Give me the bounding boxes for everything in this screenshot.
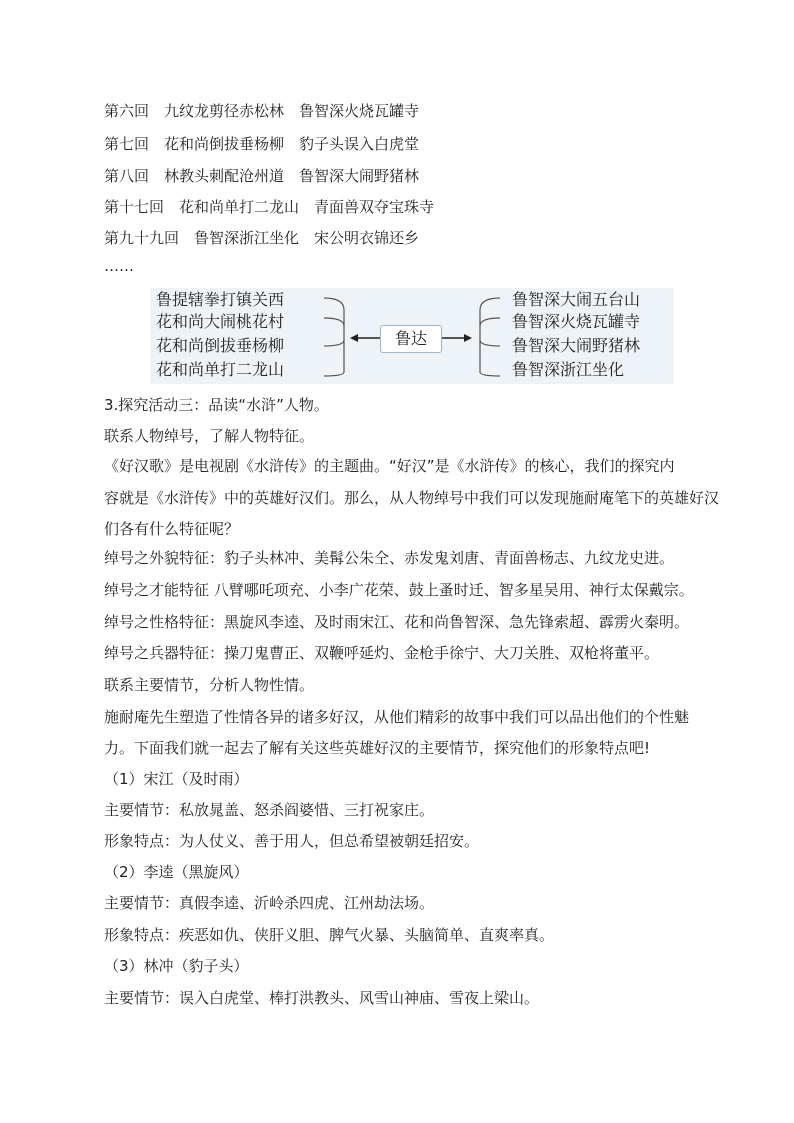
paragraph-line: 容就是《水浒传》中的英雄好汉们。那么，从人物绰号中我们可以发现施耐庵笔下的英雄好汉 — [104, 489, 720, 507]
right-event: 鲁智深大闹野猪林 — [512, 336, 641, 355]
right-event: 鲁智深火烧瓦罐寺 — [512, 312, 641, 331]
chapter-line: 第九十九回 鲁智深浙江坐化 宋公明衣锦还乡 — [104, 229, 420, 247]
chapter-line: 第十七回 花和尚单打二龙山 青面兽双夺宝珠寺 — [104, 198, 435, 216]
paragraph-line: 力。下面我们就一起去了解有关这些英雄好汉的主要情节，探究他们的形象特点吧! — [104, 739, 651, 757]
trait-line: 绰号之才能特征 八臂哪吒项充、小李广花荣、鼓上蚤时迁、智多星吴用、神行太保戴宗。 — [104, 581, 694, 599]
paragraph-line: 《好汉歌》是电视剧《水浒传》的主题曲。“好汉”是《水浒传》的核心，我们的探究内 — [104, 457, 675, 475]
ludа-events-diagram — [150, 288, 674, 384]
right-event: 鲁智深浙江坐化 — [512, 360, 625, 379]
hero-image: 形象特点：为人仗义、善于用人，但总希望被朝廷招安。 — [104, 832, 480, 850]
hero-plot: 主要情节：误入白虎堂、棒打洪教头、风雪山神庙、雪夜上梁山。 — [104, 989, 540, 1007]
hero-image: 形象特点：疾恶如仇、侠肝义胆、脾气火暴、头脑简单、直爽率真。 — [104, 926, 555, 944]
trait-line: 绰号之外貌特征：豹子头林冲、美髯公朱仝、赤发鬼刘唐、青面兽杨志、九纹龙史进。 — [104, 549, 675, 567]
left-event: 花和尚大闹桃花村 — [156, 312, 285, 331]
hero-title: （2）李逵（黑旋风） — [104, 863, 249, 881]
right-event: 鲁智深大闹五台山 — [512, 290, 641, 309]
hero-plot: 主要情节：真假李逵、沂岭杀四虎、江州劫法场。 — [104, 894, 435, 912]
subheading: 联系主要情节，分析人物性情。 — [104, 676, 315, 694]
hero-plot: 主要情节：私放晁盖、怒杀阎婆惜、三打祝家庄。 — [104, 801, 435, 819]
chapter-line: 第八回 林教头刺配沧州道 鲁智深大闹野猪林 — [104, 167, 420, 185]
ellipsis: …… — [104, 257, 134, 275]
trait-line: 绰号之性格特征：黑旋风李逵、及时雨宋江、花和尚鲁智深、急先锋索超、霹雳火秦明。 — [104, 613, 690, 631]
left-event: 花和尚单打二龙山 — [156, 360, 285, 379]
paragraph-line: 们各有什么特征呢？ — [104, 520, 240, 538]
activity-heading: 3.探究活动三：品读“水浒”人物。 — [104, 396, 329, 414]
chapter-line: 第六回 九纹龙剪径赤松林 鲁智深火烧瓦罐寺 — [104, 102, 420, 120]
trait-line: 绰号之兵器特征：操刀鬼曹正、双鞭呼延灼、金枪手徐宁、大刀关胜、双枪将董平。 — [104, 644, 660, 662]
subheading: 联系人物绰号，了解人物特征。 — [104, 427, 315, 445]
hero-title: （1）宋江（及时雨） — [104, 770, 249, 788]
center-node: 鲁达 — [380, 325, 442, 353]
hero-title: （3）林冲（豹子头） — [104, 957, 249, 975]
chapter-line: 第七回 花和尚倒拔垂杨柳 豹子头误入白虎堂 — [104, 135, 420, 153]
left-event: 花和尚倒拔垂杨柳 — [156, 336, 285, 355]
left-event: 鲁提辖拳打镇关西 — [156, 290, 285, 309]
paragraph-line: 施耐庵先生塑造了性情各异的诸多好汉，从他们精彩的故事中我们可以品出他们的个性魅 — [104, 708, 690, 726]
